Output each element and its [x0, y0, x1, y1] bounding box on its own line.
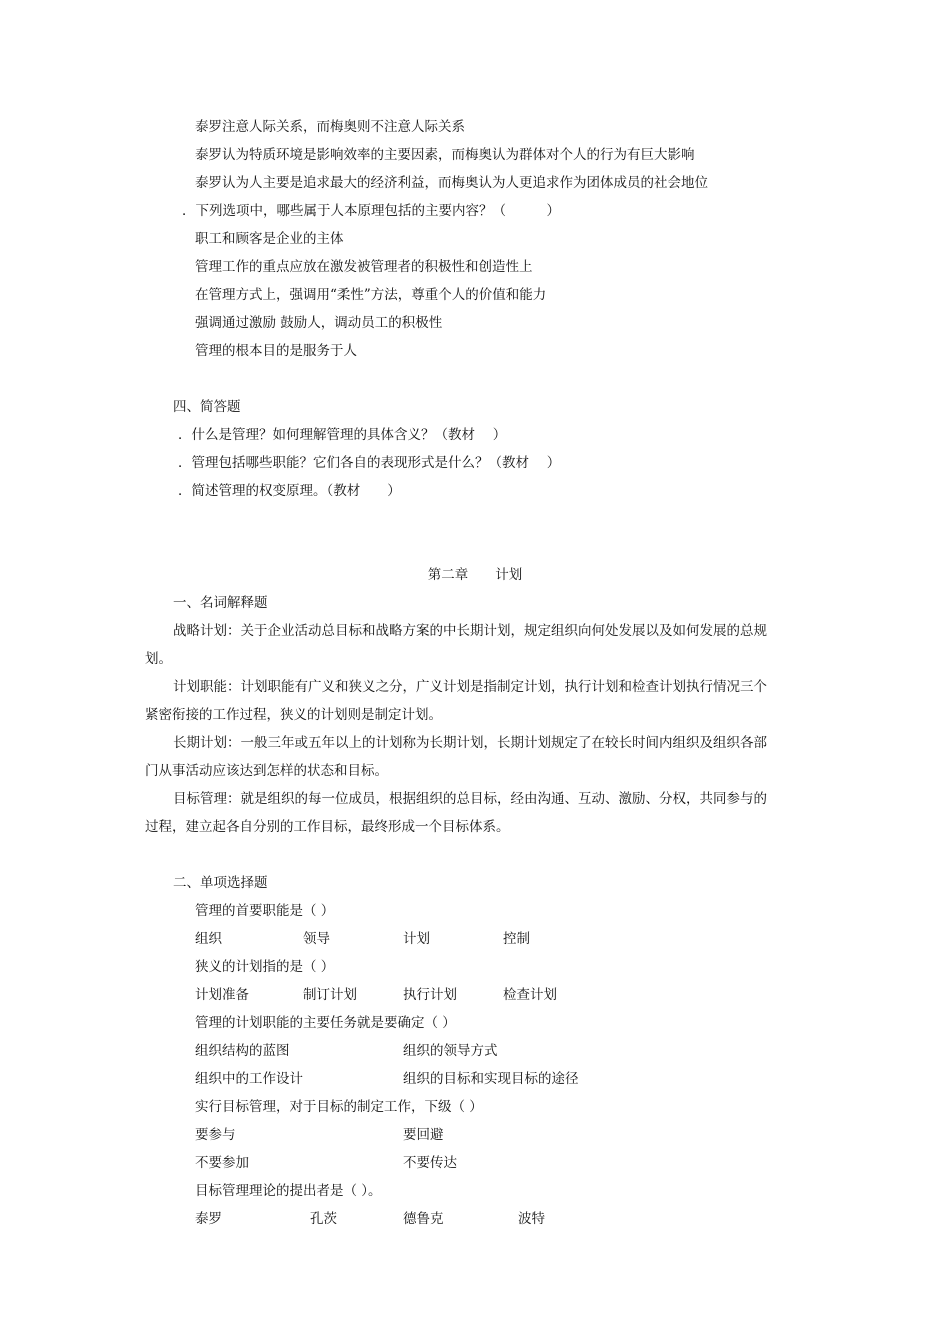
option: 组织: [195, 931, 222, 947]
option: 组织中的工作设计: [195, 1071, 303, 1087]
option: 孔茨: [310, 1211, 337, 1227]
term-definition: 目标管理：就是组织的每一位成员，根据组织的总目标，经由沟通、互动、激励、分权，共同参与的: [173, 791, 767, 807]
option: 控制: [503, 931, 530, 947]
option: 要参与: [195, 1127, 236, 1143]
chapter-title: 第二章 计划: [427, 567, 523, 583]
question-text: 实行目标管理，对于目标的制定工作，下级（ ）: [195, 1099, 483, 1115]
option: 执行计划: [403, 987, 457, 1003]
term-definition: 计划职能：计划职能有广义和狭义之分，广义计划是指制定计划，执行计划和检查计划执行情况三个: [173, 679, 767, 695]
option: 制订计划: [303, 987, 357, 1003]
option: 计划准备: [195, 987, 249, 1003]
term-definition-cont: 门从事活动应该达到怎样的状态和目标。: [145, 763, 388, 779]
term-definition-cont: 过程，建立起各自分别的工作目标，最终形成一个目标体系。: [145, 819, 510, 835]
section-heading: 一、名词解释题: [173, 595, 268, 611]
short-answer-question: ．管理包括哪些职能？它们各自的表现形式是什么？（教材 ）: [178, 455, 561, 471]
term-definition-cont: 紧密衔接的工作过程，狭义的计划则是制定计划。: [145, 707, 442, 723]
option: 要回避: [403, 1127, 444, 1143]
term-definition: 战略计划：关于企业活动总目标和战略方案的中长期计划，规定组织向何处发展以及如何发展的总规: [173, 623, 767, 639]
option: 计划: [403, 931, 430, 947]
option-line: 管理的根本目的是服务于人: [195, 343, 357, 359]
term-definition: 长期计划：一般三年或五年以上的计划称为长期计划，长期计划规定了在较长时间内组织及组织各部: [173, 735, 767, 751]
option-line: 泰罗注意人际关系，而梅奥则不注意人际关系: [195, 119, 465, 135]
option: 不要参加: [195, 1155, 249, 1171]
option: 检查计划: [503, 987, 557, 1003]
option: 领导: [303, 931, 330, 947]
question-text: 管理的首要职能是（ ）: [195, 903, 335, 919]
question-text: 目标管理理论的提出者是（ ）。: [195, 1183, 382, 1199]
section-heading: 二、单项选择题: [173, 875, 268, 891]
option-line: 职工和顾客是企业的主体: [195, 231, 344, 247]
option-line: 泰罗认为特质环境是影响效率的主要因素，而梅奥认为群体对个人的行为有巨大影响: [195, 147, 695, 163]
option-line: 强调通过激励 鼓励人，调动员工的积极性: [195, 315, 443, 331]
term-definition-cont: 划。: [145, 651, 172, 667]
option: 组织的目标和实现目标的途径: [403, 1071, 579, 1087]
option: 组织的领导方式: [403, 1043, 498, 1059]
option-line: 泰罗认为人主要是追求最大的经济利益，而梅奥认为人更追求作为团体成员的社会地位: [195, 175, 708, 191]
option: 不要传达: [403, 1155, 457, 1171]
question-text: 狭义的计划指的是（ ）: [195, 959, 335, 975]
option: 组织结构的蓝图: [195, 1043, 290, 1059]
option: 波特: [518, 1211, 545, 1227]
section-heading: 四、简答题: [173, 399, 241, 415]
option: 德鲁克: [403, 1211, 444, 1227]
question-text: ．下列选项中，哪些属于人本原理包括的主要内容？（ ）: [182, 203, 560, 219]
short-answer-question: ．简述管理的权变原理。（教材 ）: [178, 483, 401, 499]
question-text: 管理的计划职能的主要任务就是要确定（ ）: [195, 1015, 456, 1031]
option-line: 管理工作的重点应放在激发被管理者的积极性和创造性上: [195, 259, 533, 275]
option-line: 在管理方式上，强调用“柔性”方法，尊重个人的价值和能力: [195, 287, 547, 303]
option: 泰罗: [195, 1211, 222, 1227]
short-answer-question: ．什么是管理？如何理解管理的具体含义？（教材 ）: [178, 427, 507, 443]
